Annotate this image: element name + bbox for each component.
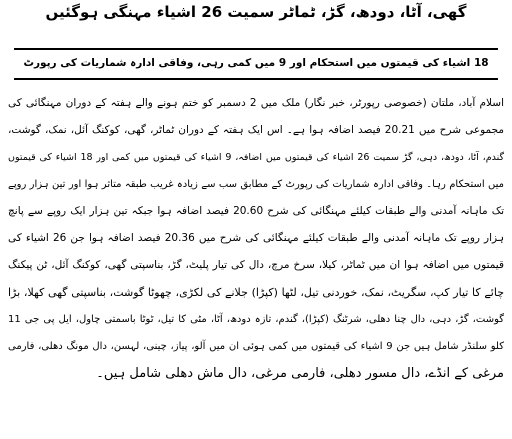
body-line-1: اسلام آباد، ملتان (خصوصی رپورٹر، خبر نگار) ملک میں 2 دسمبر کو ختم ہونے والے ہفتہ کے دوران مہنگائی کی <box>8 97 504 109</box>
body-line-8: چائے کا تیار کپ، سگریٹ، نمک، خوردنی تیل، لٹھا (کپڑا) جلانے کی لکڑی، چھوٹا گوشت، بناسپتی گھی کھلا، بڑا <box>8 286 504 299</box>
article-subheadline: 18 اشیاء کی قیمتوں میں استحکام اور 9 میں کمی رہی، وفاقی ادارہ شماریات کی رپورٹ <box>14 48 498 80</box>
body-line-2: مجموعی شرح میں 20.21 فیصد اضافہ ہوا ہے۔ اس ایک ہفتہ کے دوران ٹماٹر، گھی، کوکنگ آئل، نمک، گوشت، <box>8 124 504 136</box>
body-line-3: گندم، آٹا، دودھ، دہی، گڑ سمیت 26 اشیاء کی قیمتوں میں اضافہ، 9 اشیاء کی قیمتوں میں کمی اور 18 اشیاء کی قیمتوں <box>8 152 504 163</box>
body-line-7: قیمتوں میں اضافہ ہوا ان میں ٹماٹر، کیلا، سرخ مرچ، دال کی تیار پلیٹ، گڑ، بناسپتی گھی، کوکنگ آئل، ٹن پیکنگ <box>8 259 504 271</box>
article-body <box>8 90 504 387</box>
body-line-5: تک ماہانہ آمدنی والے طبقات کیلئے مہنگائی کی شرح 20.60 فیصد اضافہ ہوا جبکہ تین ہزار ایک روپے سے پانچ <box>8 205 504 217</box>
body-line-9: گوشت، گڑ، دہی، دال چنا دھلی، شرٹنگ (کپڑا)، گندم، تازہ دودھ، آٹا، مٹی کا تیل، ٹوٹا باسمتی چاول، ایل پی جی 11 <box>8 314 504 325</box>
body-line-4: میں استحکام رہا۔ وفاقی ادارہ شماریات کی رپورٹ کے مطابق سب سے زیادہ غریب طبقہ متاثر ہوا اور تین ہزار روپے <box>8 179 504 190</box>
article-headline: گھی، آٹا، دودھ، گڑ، ٹماٹر سمیت 26 اشیاء مہنگی ہوگئیں <box>45 3 467 21</box>
body-line-10: کلو سلنڈر شامل ہیں جن 9 اشیاء کی قیمتوں میں کمی ہوئی ان میں آلو، پیاز، چینی، لہسن، دال مونگ دھلی، فارمی <box>8 341 504 352</box>
body-line-6: ہزار روپے تک ماہانہ آمدنی والے طبقات کیلئے مہنگائی کی شرح میں 20.36 فیصد اضافہ ہوا جن 26 اشیاء کی <box>8 232 504 244</box>
body-line-11: مرغی کے انڈے، دال مسور دھلی، فارمی مرغی، دال ماش دھلی شامل ہیں۔ <box>96 366 504 381</box>
